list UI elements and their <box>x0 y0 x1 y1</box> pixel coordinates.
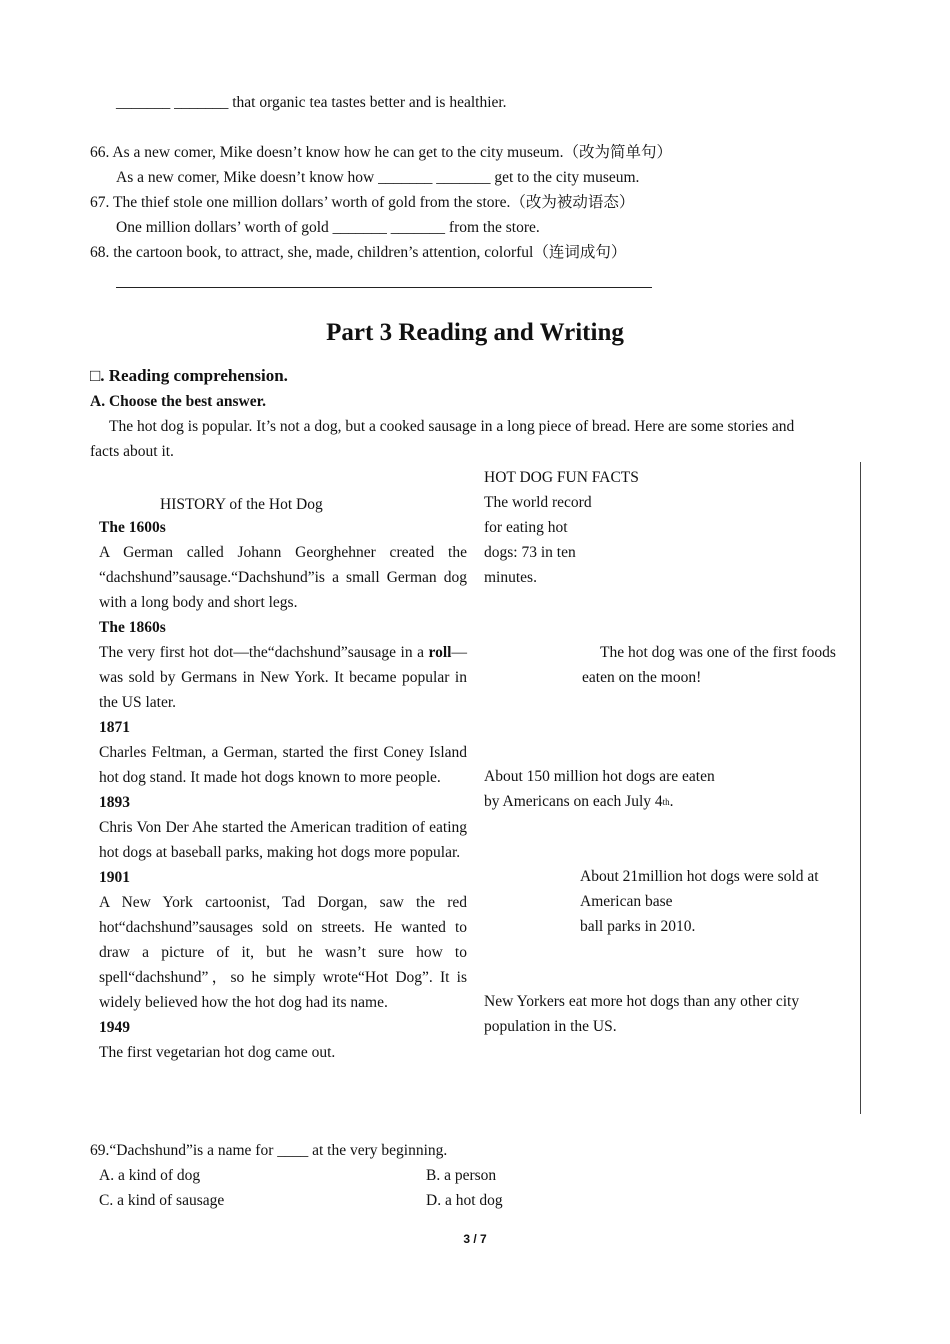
q67-answer-line: One million dollars’ worth of gold _______ _______ from the store. <box>116 219 540 236</box>
history-text: A New York cartoonist, Tad Dorgan, saw the red hot“dachshund”sausages sold on streets. He wanted to draw a picture of it, but he wasn’t sure how to spell“dachshund”，so he simply wrote“Hot Dog”. It is widely believed how the hot dog had its name. <box>99 894 467 1011</box>
fact-line: minutes. <box>484 569 537 586</box>
option-a: A. a kind of dog <box>99 1167 201 1184</box>
intro-line-1: The hot dog is popular. It’s not a dog, but a cooked sausage in a long piece of bread. Here are some stories and <box>109 418 795 435</box>
fact-line: population in the US. <box>484 1018 617 1035</box>
fact-superscript: th <box>662 797 670 807</box>
history-title: HISTORY of the Hot Dog <box>160 496 323 513</box>
fact-moon <box>582 640 836 690</box>
q67-prompt: 67. The thief stole one million dollars’ worth of gold from the store.（改为被动语态） <box>90 194 635 211</box>
fact-line: About 150 million hot dogs are eaten <box>484 768 715 785</box>
intro-line-2: facts about it. <box>90 443 174 460</box>
q68-prompt: 68. the cartoon book, to attract, she, made, children’s attention, colorful（连词成句） <box>90 244 627 261</box>
fact-text: by Americans on each July 4 <box>484 793 663 810</box>
fact-line: The hot dog was one of the first foods <box>600 644 836 661</box>
option-b: B. a person <box>426 1167 497 1184</box>
question-69-stem: 69.“Dachshund”is a name for ____ at the very beginning. <box>90 1142 448 1159</box>
history-year: 1949 <box>99 1019 130 1036</box>
fact-line: New Yorkers eat more hot dogs than any other city <box>484 993 800 1010</box>
q66-prompt: 66. As a new comer, Mike doesn’t know how he can get to the city museum.（改为简单句） <box>90 144 672 161</box>
subsection-heading: A. Choose the best answer. <box>90 393 266 410</box>
section-heading: □. Reading comprehension. <box>90 366 288 385</box>
fact-line: ball parks in 2010. <box>580 918 696 935</box>
history-text: The first vegetarian hot dog came out. <box>99 1044 336 1061</box>
roll-word: roll <box>428 644 452 661</box>
fact-line: About 21million hot dogs were sold at <box>580 868 819 885</box>
q66-answer-line: As a new comer, Mike doesn’t know how _______ _______ get to the city museum. <box>116 169 640 186</box>
fact-line <box>484 789 715 816</box>
page-number: 3 / 7 <box>463 1232 487 1246</box>
history-text <box>99 640 467 715</box>
fact-new-yorkers <box>484 989 799 1039</box>
q68-answer-line <box>116 287 652 288</box>
option-c: C. a kind of sausage <box>99 1192 225 1209</box>
fact-line: The world record <box>484 494 592 511</box>
history-text-part: The very first hot dot—the“dachshund”sausage in a <box>99 644 429 661</box>
fact-world-record <box>484 490 592 590</box>
history-text: Charles Feltman, a German, started the first Coney Island hot dog stand. It made hot dogs known to more people. <box>99 744 467 786</box>
history-year: 1871 <box>99 719 130 736</box>
history-text-part: —was sold by Germans in New York. It became popular in the US later. <box>99 644 467 711</box>
fact-baseball <box>580 864 852 939</box>
facts-border <box>860 462 861 1114</box>
facts-title: HOT DOG FUN FACTS <box>484 469 639 486</box>
history-year: 1893 <box>99 794 130 811</box>
fact-line: dogs: 73 in ten <box>484 544 576 561</box>
history-year: The 1600s <box>99 519 166 536</box>
history-year: 1901 <box>99 869 130 886</box>
history-text: A German called Johann Georghehner created the “dachshund”sausage.“Dachshund”is a small German dog with a long body and short legs. <box>99 544 467 611</box>
fact-line: for eating hot <box>484 519 568 536</box>
history-year: The 1860s <box>99 619 166 636</box>
fact-line: American base <box>580 893 673 910</box>
part-title: Part 3 Reading and Writing <box>326 319 624 346</box>
history-text: Chris Von Der Ahe started the American tradition of eating hot dogs at baseball parks, making hot dogs more popular. <box>99 819 467 861</box>
option-d: D. a hot dog <box>426 1192 503 1209</box>
history-column <box>99 515 467 1065</box>
fact-text: . <box>669 793 674 810</box>
fact-line: eaten on the moon! <box>582 669 702 686</box>
q65-answer-line: _______ _______ that organic tea tastes better and is healthier. <box>116 94 507 111</box>
fact-july4 <box>484 764 715 816</box>
